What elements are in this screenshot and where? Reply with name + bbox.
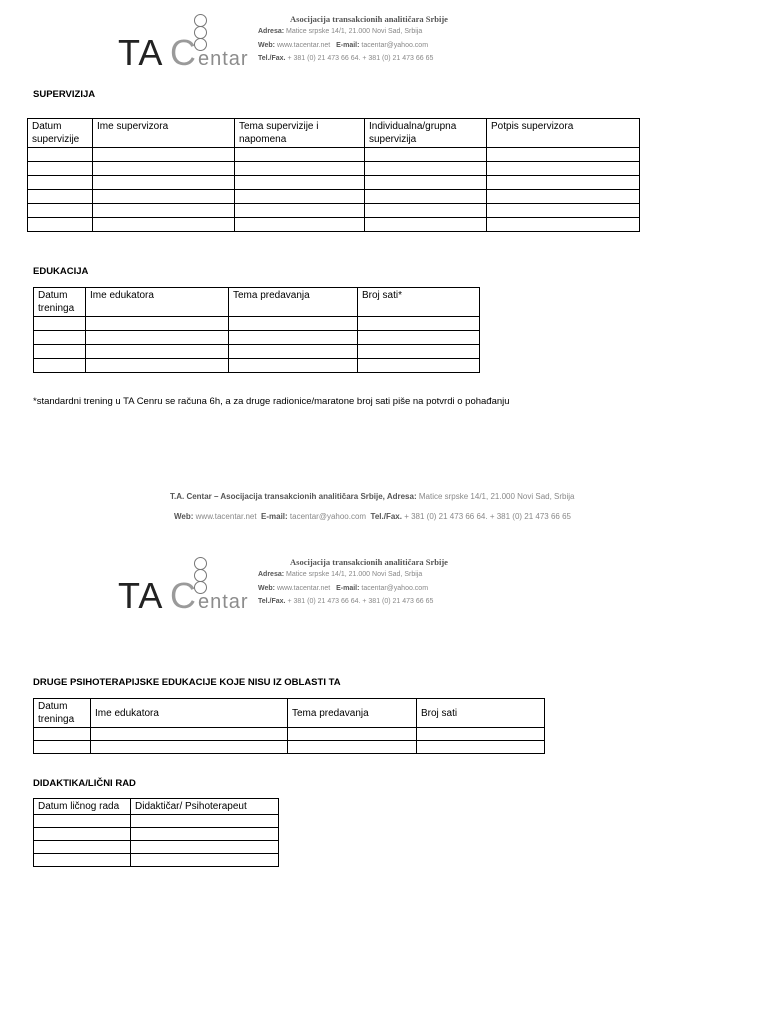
section-title-edukacija: EDUKACIJA — [33, 266, 89, 277]
table-header-row — [34, 799, 279, 815]
table-cell[interactable] — [93, 148, 235, 162]
table-header-cell: Individualna/grupna supervizija — [365, 119, 487, 148]
table-row — [28, 190, 640, 204]
table-cell[interactable] — [131, 815, 279, 828]
table-cell[interactable] — [34, 728, 91, 741]
footer-line-2 — [174, 512, 571, 521]
table-row — [34, 741, 545, 754]
footer-web: www.tacentar.net — [195, 512, 257, 521]
table-header-cell: Ime edukatora — [86, 288, 229, 317]
table-cell[interactable] — [93, 190, 235, 204]
table-cell[interactable] — [34, 815, 131, 828]
table-cell[interactable] — [86, 331, 229, 345]
table-header-row — [34, 699, 545, 728]
footer-tel-label: Tel./Fax. — [370, 512, 402, 521]
table-header-cell: Broj sati — [417, 699, 545, 728]
supervizija-table — [27, 118, 640, 232]
org-name: Asocijacija transakcionih analitičara Srbije — [290, 14, 448, 24]
table-cell[interactable] — [365, 218, 487, 232]
table-header-cell: Potpis supervizora — [487, 119, 640, 148]
table-row — [34, 331, 480, 345]
table-cell[interactable] — [91, 728, 288, 741]
address-label: Adresa: — [258, 571, 285, 578]
table-cell[interactable] — [487, 204, 640, 218]
table-cell[interactable] — [131, 841, 279, 854]
table-row — [28, 148, 640, 162]
table-row — [34, 728, 545, 741]
table-row — [28, 176, 640, 190]
table-row — [28, 204, 640, 218]
email-value: tacentar@yahoo.com — [361, 585, 429, 592]
table-cell[interactable] — [34, 741, 91, 754]
edukacija-table — [33, 287, 480, 373]
didaktika-table — [33, 798, 279, 867]
table-row — [28, 162, 640, 176]
table-row — [28, 218, 640, 232]
table-cell[interactable] — [28, 204, 93, 218]
table-cell[interactable] — [365, 148, 487, 162]
table-cell[interactable] — [131, 828, 279, 841]
org-name: Asocijacija transakcionih analitičara Srbije — [290, 557, 448, 567]
table-cell[interactable] — [93, 176, 235, 190]
table-cell[interactable] — [235, 218, 365, 232]
table-cell[interactable] — [93, 204, 235, 218]
table-cell[interactable] — [288, 728, 417, 741]
table-row — [34, 345, 480, 359]
web-label: Web: — [258, 585, 275, 592]
table-cell[interactable] — [365, 162, 487, 176]
table-cell[interactable] — [229, 317, 358, 331]
table-cell[interactable] — [86, 317, 229, 331]
footer-tel: + 381 (0) 21 473 66 64. + 381 (0) 21 473 66 65 — [404, 512, 571, 521]
table-cell[interactable] — [229, 331, 358, 345]
table-cell[interactable] — [34, 331, 86, 345]
table-header-cell: Datum treninga — [34, 699, 91, 728]
table-cell[interactable] — [235, 190, 365, 204]
logo-ta: TA — [118, 575, 164, 616]
table-cell[interactable] — [28, 190, 93, 204]
address-label: Adresa: — [258, 28, 285, 35]
table-cell[interactable] — [487, 162, 640, 176]
web-line — [258, 585, 428, 592]
tel-value: + 381 (0) 21 473 66 64. + 381 (0) 21 473 66 65 — [287, 598, 434, 605]
table-row — [34, 815, 279, 828]
table-cell[interactable] — [91, 741, 288, 754]
table-cell[interactable] — [28, 218, 93, 232]
table-header-cell: Tema predavanja — [288, 699, 417, 728]
table-cell[interactable] — [34, 841, 131, 854]
table-cell[interactable] — [229, 345, 358, 359]
table-cell[interactable] — [131, 854, 279, 867]
tel-value: + 381 (0) 21 473 66 64. + 381 (0) 21 473 66 65 — [287, 55, 434, 62]
table-cell[interactable] — [34, 317, 86, 331]
table-row — [34, 854, 279, 867]
table-cell[interactable] — [34, 854, 131, 867]
table-cell[interactable] — [28, 176, 93, 190]
table-cell[interactable] — [93, 162, 235, 176]
table-header-row — [34, 288, 480, 317]
table-cell[interactable] — [358, 331, 480, 345]
table-cell[interactable] — [487, 148, 640, 162]
logo-entar: entar — [198, 48, 249, 70]
tel-line — [258, 55, 433, 62]
footer-email: tacentar@yahoo.com — [289, 512, 367, 521]
table-cell[interactable] — [358, 359, 480, 373]
table-cell[interactable] — [235, 162, 365, 176]
table-cell[interactable] — [229, 359, 358, 373]
table-cell[interactable] — [28, 148, 93, 162]
table-row — [34, 317, 480, 331]
table-header-cell: Didaktičar/ Psihoterapeut — [131, 799, 279, 815]
table-header-row — [28, 119, 640, 148]
tel-line — [258, 598, 433, 605]
table-cell[interactable] — [417, 728, 545, 741]
table-cell[interactable] — [235, 204, 365, 218]
table-header-cell: Ime edukatora — [91, 699, 288, 728]
table-cell[interactable] — [417, 741, 545, 754]
web-value: www.tacentar.net — [276, 585, 331, 592]
table-cell[interactable] — [235, 176, 365, 190]
email-label: E-mail: — [336, 585, 360, 592]
web-line — [258, 42, 428, 49]
footnote: *standardni trening u TA Cenru se računa 6h, a za druge radionice/maratone broj sati piše na potvrdi o pohađanju — [33, 396, 510, 407]
table-header-cell: Ime supervizora — [93, 119, 235, 148]
footer-org: T.A. Centar – Asocijacija transakcionih analitičara Srbije, Adresa: — [170, 492, 417, 501]
header-logo-block — [118, 14, 458, 74]
web-value: www.tacentar.net — [276, 42, 331, 49]
table-cell[interactable] — [235, 148, 365, 162]
address-line — [258, 571, 422, 578]
table-header-cell: Datum supervizije — [28, 119, 93, 148]
table-cell[interactable] — [358, 317, 480, 331]
table-header-cell: Tema predavanja — [229, 288, 358, 317]
section-title-supervizija: SUPERVIZIJA — [33, 89, 96, 100]
table-header-cell: Datum ličnog rada — [34, 799, 131, 815]
footer-email-label: E-mail: — [261, 512, 288, 521]
address-value: Matice srpske 14/1, 21.000 Novi Sad, Srbija — [286, 571, 423, 578]
email-value: tacentar@yahoo.com — [361, 42, 429, 49]
table-cell[interactable] — [28, 162, 93, 176]
table-cell[interactable] — [365, 204, 487, 218]
table-row — [34, 828, 279, 841]
logo-c: C — [170, 575, 196, 616]
druge-table — [33, 698, 545, 754]
table-cell[interactable] — [34, 345, 86, 359]
tel-label: Tel./Fax. — [258, 598, 286, 605]
footer-line-1 — [170, 492, 575, 501]
table-cell[interactable] — [93, 218, 235, 232]
logo-entar: entar — [198, 591, 249, 613]
table-cell[interactable] — [487, 190, 640, 204]
table-cell[interactable] — [86, 345, 229, 359]
logo-ta: TA — [118, 32, 164, 73]
table-cell[interactable] — [34, 359, 86, 373]
header-logo-block-2 — [118, 557, 458, 617]
address-line — [258, 28, 422, 35]
table-cell[interactable] — [288, 741, 417, 754]
logo-c: C — [170, 32, 196, 73]
table-row — [34, 841, 279, 854]
footer-address: Matice srpske 14/1, 21.000 Novi Sad, Srbija — [418, 492, 575, 501]
tel-label: Tel./Fax. — [258, 55, 286, 62]
table-cell[interactable] — [34, 828, 131, 841]
table-header-cell: Tema supervizije i napomena — [235, 119, 365, 148]
web-label: Web: — [258, 42, 275, 49]
table-cell[interactable] — [487, 218, 640, 232]
table-row — [34, 359, 480, 373]
address-value: Matice srpske 14/1, 21.000 Novi Sad, Srbija — [286, 28, 423, 35]
section-title-didaktika: DIDAKTIKA/LIČNI RAD — [33, 778, 136, 789]
email-label: E-mail: — [336, 42, 360, 49]
footer-web-label: Web: — [174, 512, 194, 521]
table-cell[interactable] — [365, 176, 487, 190]
table-cell[interactable] — [86, 359, 229, 373]
section-title-druge: DRUGE PSIHOTERAPIJSKE EDUKACIJE KOJE NISU IZ OBLASTI TA — [33, 677, 341, 688]
table-header-cell: Datum treninga — [34, 288, 86, 317]
table-header-cell: Broj sati* — [358, 288, 480, 317]
table-cell[interactable] — [487, 176, 640, 190]
table-cell[interactable] — [358, 345, 480, 359]
table-cell[interactable] — [365, 190, 487, 204]
